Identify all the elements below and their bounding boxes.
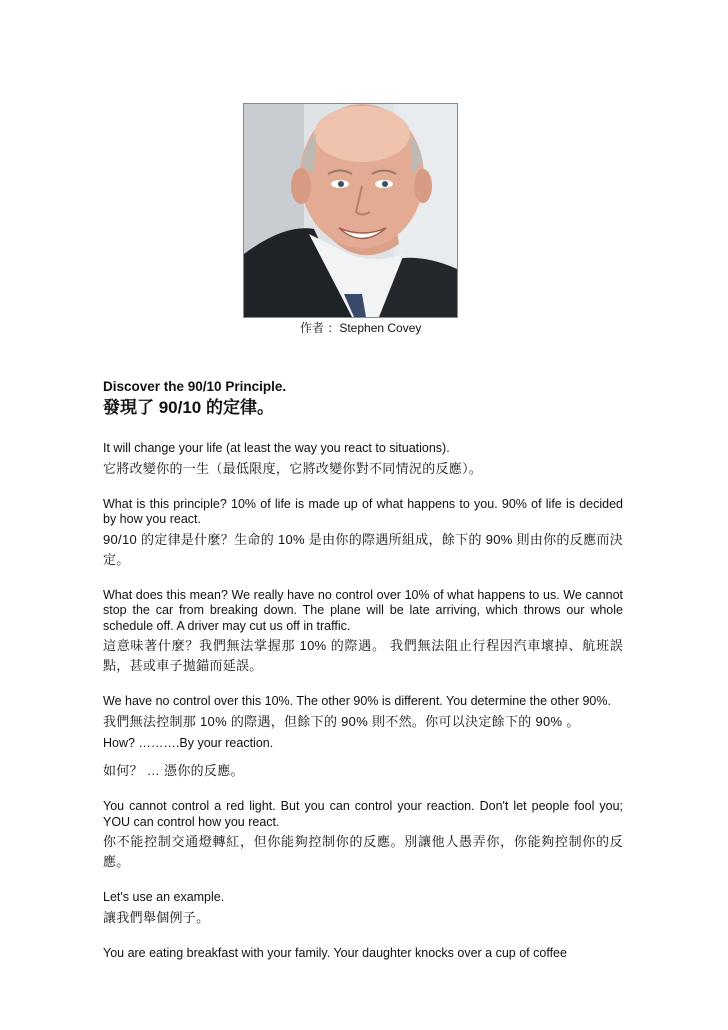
paragraph-en: You cannot control a red light. But you can control your reaction. Don't let people fool you; YOU can control how you react.: [103, 799, 623, 829]
paragraph-en: What does this mean? We really have no control over 10% of what happens to us. We cannot stop the car from breaking down. The plane will be late arriving, which throws our whole schedule off. A driver may cut us off in traffic.: [103, 587, 623, 633]
paragraph-en: What is this principle? 10% of life is made up of what happens to you. 90% of life is decided by how you react.: [103, 496, 623, 526]
paragraph-cn: 它將改變你的一生（最低限度，它將改變你對不同情況的反應）。: [103, 460, 483, 476]
photo-caption: 作者 ：Stephen Covey: [300, 321, 422, 335]
title-en: Discover the 90/10 Principle.: [103, 379, 287, 394]
paragraph-en: Let's use an example.: [103, 890, 225, 904]
title-cn: 發現了 90/10 的定律。: [103, 398, 274, 417]
paragraph-en: We have no control over this 10%. The other 90% is different. You determine the other 90%.: [103, 694, 611, 708]
paragraph-en: It will change your life (at least the way you react to situations).: [103, 441, 450, 455]
paragraph-cn: 如何？ … 憑你的反應。: [103, 763, 244, 778]
paragraph-cn: 你不能控制交通燈轉紅，但你能夠控制你的反應。別讓他人愚弄你，你能夠控制你的反應。: [103, 834, 623, 869]
portrait-image: [244, 104, 457, 317]
paragraph-en: How? ……….By your reaction.: [103, 735, 274, 750]
paragraph-cn: 這意味著什麼？我們無法掌握那 10% 的際遇。 我們無法阻止行程因汽車壞掉、航班誤點，甚或車子拋錨而延誤。: [103, 638, 623, 673]
paragraph-cn: 讓我們舉個例子。: [103, 909, 210, 925]
author-photo: [243, 103, 458, 318]
paragraph-en: You are eating breakfast with your family. Your daughter knocks over a cup of coffee: [103, 945, 567, 960]
paragraph-cn: 我們無法控制那 10% 的際遇，但餘下的 90% 則不然。你可以決定餘下的 90% 。: [103, 713, 580, 729]
article-body: [103, 378, 623, 961]
paragraph-cn: 90/10 的定律是什麼？生命的 10% 是由你的際遇所組成，餘下的 90% 則由你的反應而決定。: [103, 531, 623, 567]
